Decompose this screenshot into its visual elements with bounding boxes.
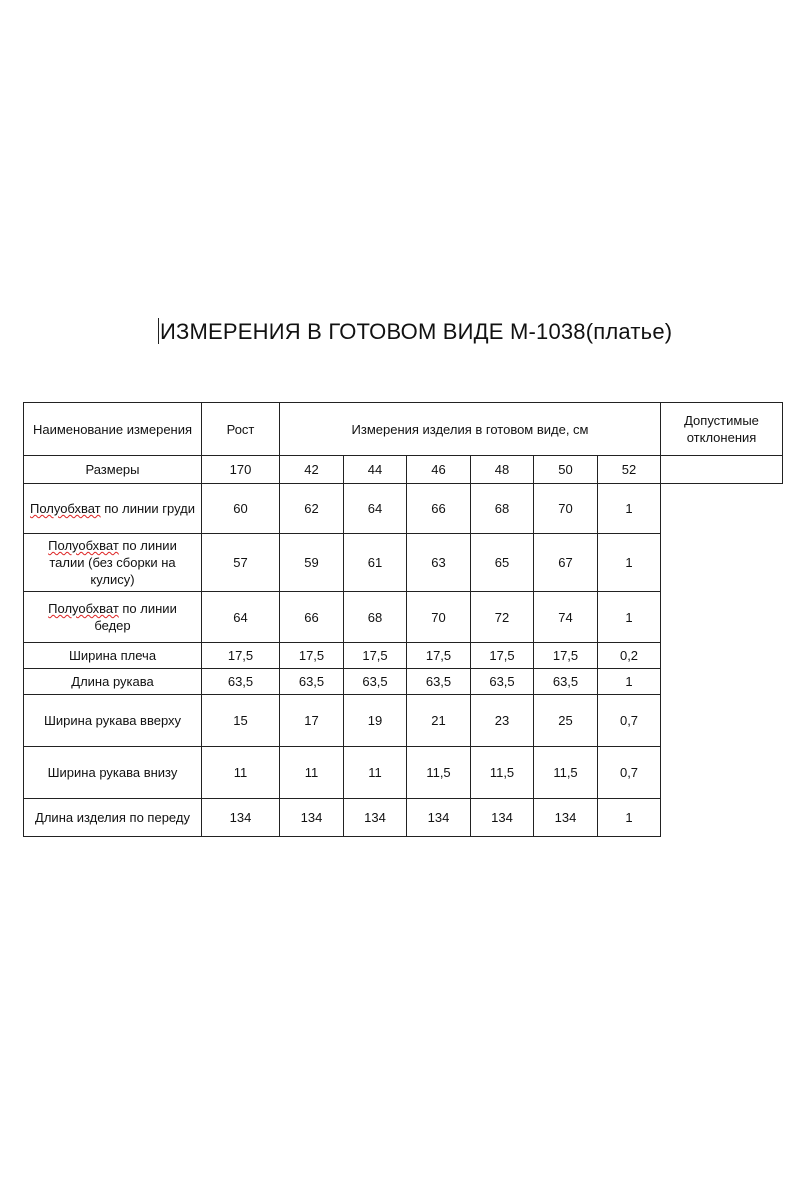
- header-height: Рост: [202, 403, 280, 456]
- table-row: [24, 669, 783, 695]
- value-cell: 17,5: [407, 643, 471, 669]
- row-name-spellcheck-word: Полуобхват: [29, 501, 101, 516]
- value-cell: 11: [344, 747, 407, 799]
- tolerance-cell: 1: [598, 799, 661, 837]
- value-cell: 11: [202, 747, 280, 799]
- value-cell: 74: [534, 592, 598, 643]
- size-cell: 50: [534, 456, 598, 484]
- value-cell: 68: [344, 592, 407, 643]
- value-cell: 68: [471, 484, 534, 534]
- value-cell: 63,5: [534, 669, 598, 695]
- table-header-row: [24, 403, 783, 456]
- value-cell: 70: [407, 592, 471, 643]
- row-name-text: по линии груди: [100, 501, 196, 516]
- value-cell: 60: [202, 484, 280, 534]
- row-name: [24, 799, 202, 837]
- size-cell: 42: [280, 456, 344, 484]
- value-cell: 62: [280, 484, 344, 534]
- value-cell: 17,5: [202, 643, 280, 669]
- value-cell: 72: [471, 592, 534, 643]
- value-cell: 63: [407, 534, 471, 592]
- row-name-text: Длина рукава: [71, 674, 154, 689]
- value-cell: 25: [534, 695, 598, 747]
- size-tolerance-empty: [661, 456, 783, 484]
- value-cell: 63,5: [202, 669, 280, 695]
- tolerance-cell: 1: [598, 484, 661, 534]
- table-row: [24, 484, 783, 534]
- measurements-table: [23, 402, 783, 837]
- value-cell: 11,5: [534, 747, 598, 799]
- size-cell: 46: [407, 456, 471, 484]
- table-row: [24, 592, 783, 643]
- tolerance-cell: 0,7: [598, 747, 661, 799]
- value-cell: 64: [202, 592, 280, 643]
- row-name: [24, 695, 202, 747]
- value-cell: 134: [202, 799, 280, 837]
- value-cell: 15: [202, 695, 280, 747]
- page-title: [158, 318, 718, 345]
- tolerance-cell: 1: [598, 534, 661, 592]
- tolerance-cell: 0,7: [598, 695, 661, 747]
- value-cell: 63,5: [280, 669, 344, 695]
- row-name: [24, 484, 202, 534]
- table-row: [24, 799, 783, 837]
- row-name: [24, 747, 202, 799]
- row-name: [24, 534, 202, 592]
- row-name: [24, 592, 202, 643]
- table-row: [24, 534, 783, 592]
- row-name-text: Ширина рукава вверху: [43, 713, 182, 728]
- size-cell: 48: [471, 456, 534, 484]
- row-name: [24, 669, 202, 695]
- value-cell: 61: [344, 534, 407, 592]
- row-name: [24, 643, 202, 669]
- tolerance-cell: 1: [598, 669, 661, 695]
- value-cell: 23: [471, 695, 534, 747]
- row-name-text: по линии талии (без сборки на кулису): [49, 538, 181, 587]
- value-cell: 134: [344, 799, 407, 837]
- size-cell: 52: [598, 456, 661, 484]
- value-cell: 134: [280, 799, 344, 837]
- value-cell: 57: [202, 534, 280, 592]
- title-text: ИЗМЕРЕНИЯ В ГОТОВОМ ВИДЕ М-1038(платье): [160, 319, 673, 344]
- value-cell: 17,5: [534, 643, 598, 669]
- value-cell: 63,5: [471, 669, 534, 695]
- value-cell: 134: [471, 799, 534, 837]
- value-cell: 63,5: [344, 669, 407, 695]
- value-cell: 17: [280, 695, 344, 747]
- value-cell: 66: [407, 484, 471, 534]
- text-cursor: [158, 318, 159, 344]
- sizes-label: Размеры: [24, 456, 202, 484]
- row-name-text: Длина изделия по переду: [35, 810, 190, 825]
- row-name-text: Ширина плеча: [68, 648, 157, 663]
- value-cell: 63,5: [407, 669, 471, 695]
- value-cell: 66: [280, 592, 344, 643]
- value-cell: 11,5: [471, 747, 534, 799]
- tolerance-cell: 0,2: [598, 643, 661, 669]
- header-measurements: Измерения изделия в готовом виде, см: [280, 403, 661, 456]
- value-cell: 67: [534, 534, 598, 592]
- measurement-rows: [24, 484, 783, 837]
- header-tolerance: Допустимые отклонения: [661, 403, 783, 456]
- height-value: 170: [202, 456, 280, 484]
- table-row: [24, 747, 783, 799]
- row-name-text: Ширина рукава внизу: [47, 765, 178, 780]
- value-cell: 134: [407, 799, 471, 837]
- table-row: [24, 643, 783, 669]
- value-cell: 70: [534, 484, 598, 534]
- row-name-text: по линии бедер: [94, 601, 181, 633]
- value-cell: 11,5: [407, 747, 471, 799]
- row-name-spellcheck-word: Полуобхват: [48, 538, 119, 553]
- sizes-row: [24, 456, 783, 484]
- value-cell: 17,5: [471, 643, 534, 669]
- value-cell: 21: [407, 695, 471, 747]
- row-name-spellcheck-word: Полуобхват: [48, 601, 119, 616]
- header-name: Наименование измерения: [24, 403, 202, 456]
- value-cell: 134: [534, 799, 598, 837]
- value-cell: 59: [280, 534, 344, 592]
- value-cell: 17,5: [344, 643, 407, 669]
- value-cell: 11: [280, 747, 344, 799]
- value-cell: 64: [344, 484, 407, 534]
- size-cell: 44: [344, 456, 407, 484]
- value-cell: 19: [344, 695, 407, 747]
- value-cell: 65: [471, 534, 534, 592]
- table-row: [24, 695, 783, 747]
- tolerance-cell: 1: [598, 592, 661, 643]
- value-cell: 17,5: [280, 643, 344, 669]
